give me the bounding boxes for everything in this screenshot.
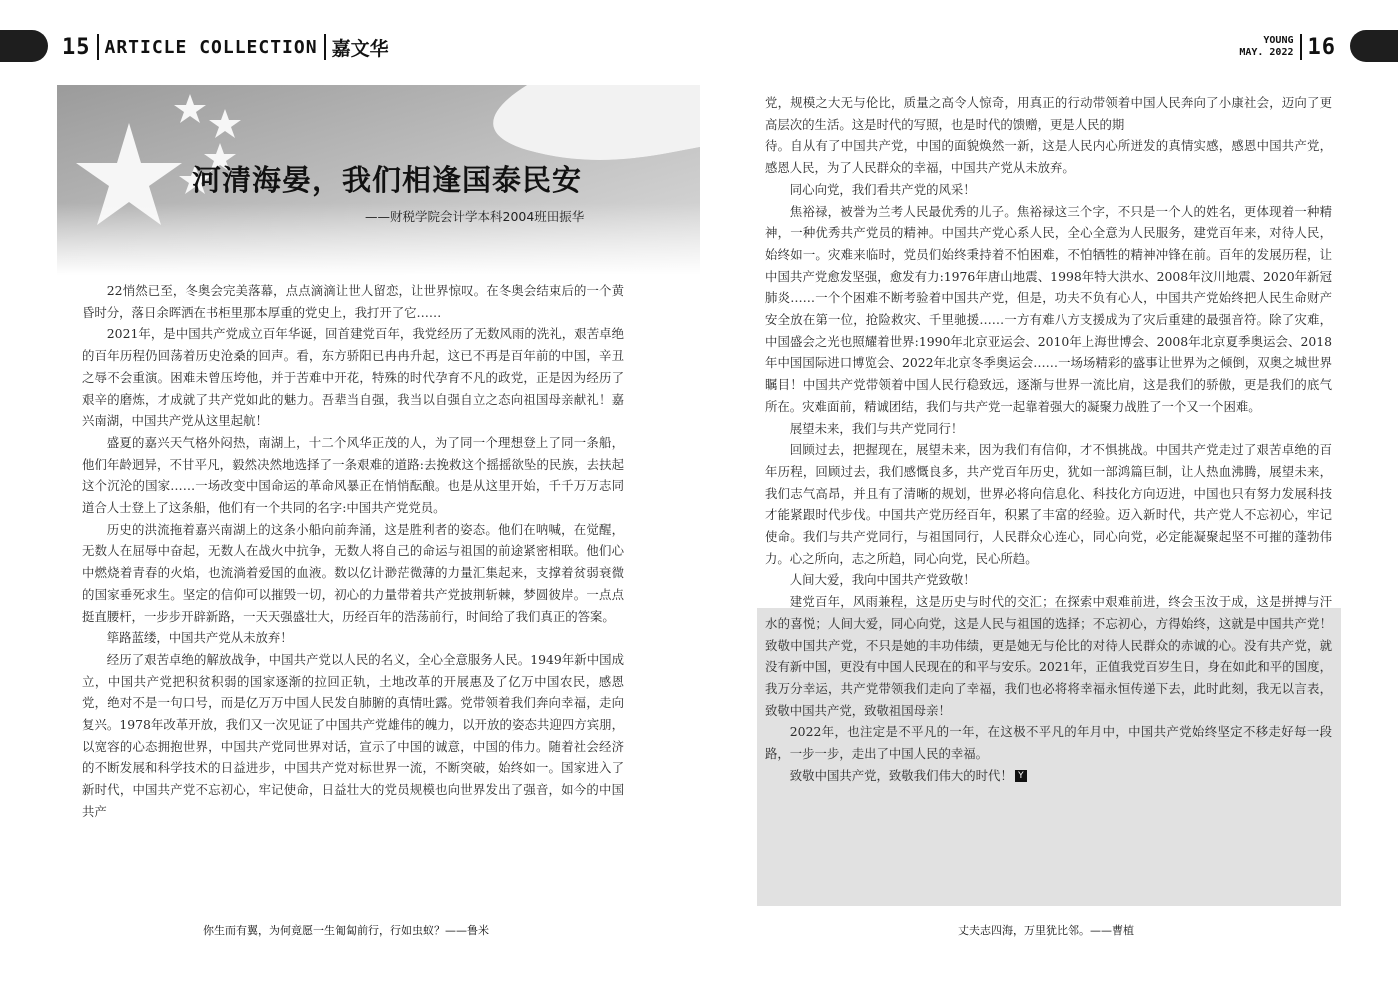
paragraph: 人间大爱，我向中国共产党致敬！ (789, 572, 976, 588)
paragraph: 筚路蓝缕，中国共产党从未放弃！ (106, 630, 293, 646)
brand-label: YOUNG (1263, 35, 1294, 46)
issue-date: MAY. 2022 (1239, 47, 1294, 58)
paragraph: 经历了艰苦卓绝的解放战争，中国共产党以人民的名义，全心全意服务人民。1949年新中国成立，中国共产党把积贫积弱的国家逐渐的拉回正轨，土地改革的开展惠及了亿万中国农民，感恩党，绝对不是一句口号，而是亿万万中国人民发自肺腑的真情吐露。党带领着我们奔向幸福，走向复兴。1978年改革开放，我们又一次见证了中国共产党雄伟的魄力，以开放的姿态共迎四方宾朋，以宽容的心态拥抱世界，中国共产党同世界对话，宣示了中国的诚意，中国的伟力。随着社会经济的不断发展和科学技术的日益进步，中国共产党对标世界一流，不断突破，始终如一。国家进入了新时代，中国共产党不忘初心，牢记使命，日益壮大的党员规模也向世界发出了强音，如今的中国共产 (82, 651, 624, 819)
paragraph: 历史的洪流拖着嘉兴南湖上的这条小船向前奔涌，这是胜利者的姿态。他们在呐喊，在觉醒，无数人在屈辱中奋起，无数人在战火中抗争，无数人将自己的命运与祖国的前途紧密相联。他们心中燃烧着青春的火焰，也流淌着爱国的血液。数以亿计渺茫微薄的力量汇集起来，支撑着贫弱衰微的国家垂死求生。坚定的信仰可以摧毁一切，初心的力量带着共产党披荆斩棘，梦圆彼岸。一点点挺直腰杆，一步步开辟新路，一天天强盛壮大，历经百年的浩荡前行，时间给了我们真正的答案。 (82, 521, 624, 624)
section-title: 嘉文华 (331, 37, 389, 60)
end-mark-icon: Y (1015, 770, 1027, 782)
paragraph: 党，规模之大无与伦比，质量之高令人惊奇，用真正的行动带领着中国人民奔向了小康社会，迈向了更高层次的生活。这是时代的写照，也是时代的馈赠，更是人民的期 (765, 95, 1332, 132)
left-page-tab (0, 30, 48, 62)
left-footer-quote: 你生而有翼，为何竟愿一生匍匐前行，行如虫蚁？——鲁米 (203, 924, 489, 937)
header-divider (97, 34, 99, 60)
right-page-header (1239, 32, 1336, 62)
paragraph: 同心向党，我们看共产党的风采！ (789, 181, 976, 197)
closing-text: 致敬中国共产党，致敬我们伟大的时代！ (789, 767, 1013, 783)
header-divider (1300, 34, 1302, 60)
paragraph: 展望未来，我们与共产党同行！ (789, 420, 964, 436)
right-footer-quote: 丈夫志四海，万里犹比邻。——曹植 (958, 924, 1134, 937)
header-divider (324, 34, 326, 60)
article-byline: ——财税学院会计学本科2004班田振华 (365, 209, 585, 224)
right-page-number: 16 (1307, 34, 1336, 60)
left-column (82, 280, 624, 823)
magazine-info (1239, 35, 1293, 59)
paragraph: 建党百年，风雨兼程，这是历史与时代的交汇；在探索中艰难前进，终会玉汝于成，这是拼搏与汗水的喜悦；人间大爱，同心向党，这是人民与祖国的选择；不忘初心，方得始终，这就是中国共产党！致敬中国共产党，不只是她的丰功伟绩，更是她无与伦比的对待人民群众的赤诚的心。没有共产党，就没有新中国，更没有中国人民现在的和平与安乐。2021年，正值我党百岁生日，身在如此和平的国度，我万分幸运，共产党带领我们走向了幸福，我们也必将将幸福永恒传递下去，此时此刻，我无以言表，致敬中国共产党，致敬祖国母亲！ (765, 594, 1332, 718)
closing-paragraph (765, 765, 1332, 787)
paragraph: 盛夏的嘉兴天气格外闷热，南湖上，十二个风华正茂的人，为了同一个理想登上了同一条船，他们年龄迥异，不甘平凡，毅然决然地选择了一条艰难的道路:去挽救这个摇摇欲坠的民族，去扶起这个沉沦的国家……一场改变中国命运的革命风暴正在悄悄酝酿。也是从这里开始，千千万万志同道合人士登上了这条船，他们有一个共同的名字:中国共产党党员。 (82, 434, 624, 516)
right-column (765, 92, 1332, 787)
left-page-number: 15 (62, 34, 91, 60)
left-page-header (62, 32, 389, 62)
right-page-tab (1350, 30, 1398, 62)
paragraph: 回顾过去，把握现在，展望未来，因为我们有信仰，才不惧挑战。中国共产党走过了艰苦卓绝的百年历程，回顾过去，我们感慨良多，共产党百年历史，犹如一部鸿篇巨制，让人热血沸腾，展望未来，我们志气高昂，并且有了清晰的规划，世界必将向信息化、科技化方向迈进，中国也只有努力发展科技才能紧跟时代步伐。中国共产党历经百年，积累了丰富的经验。迈入新时代，共产党人不忘初心，牢记使命。我们与共产党同行，与祖国同行，人民群众心连心，同心向党，必定能凝聚起坚不可摧的蓬勃伟力。心之所向，志之所趋，同心向党，民心所趋。 (765, 442, 1332, 566)
paragraph: 待。自从有了中国共产党，中国的面貌焕然一新，这是人民内心所迸发的真情实感，感恩中国共产党，感恩人民，为了人民群众的幸福，中国共产党从未放弃。 (765, 138, 1332, 176)
paragraph: 22悄然已至，冬奥会完美落幕，点点滴滴让世人留恋，让世界惊叹。在冬奥会结束后的一个黄昏时分，落日余晖洒在书柜里那本厚重的党史上，我打开了它…… (82, 283, 624, 320)
collection-title: ARTICLE COLLECTION (104, 36, 318, 58)
paragraph: 焦裕禄，被誉为兰考人民最优秀的儿子。焦裕禄这三个字，不只是一个人的姓名，更体现着一种精神，一种优秀共产党员的精神。中国共产党心系人民，全心全意为人民服务，建党百年来，对待人民，始终如一。灾难来临时，党员们始终秉持着不怕困难，不怕牺牲的精神冲锋在前。百年的发展历程，让中国共产党愈发坚强，愈发有力:1976年唐山地震、1998年特大洪水、2008年汶川地震、2020年新冠肺炎……一个个困难不断考验着中国共产党，但是，功夫不负有心人，中国共产党始终把人民生命财产安全放在第一位，抢险救灾、千里驰援……一方有难八方支援成为了灾后重建的最强音符。除了灾难，中国盛会之光也照耀着世界:1990年北京亚运会、2010年上海世博会、2008年北京夏季奥运会、2018年中国国际进口博览会、2022年北京冬季奥运会……一场场精彩的盛事让世界为之倾倒，双奥之城世界瞩目！中国共产党带领着中国人民行稳致远，逐渐与世界一流比肩，这是我们的骄傲，更是我们的底气所在。灾难面前，精诚团结，我们与共产党一起靠着强大的凝聚力战胜了一个又一个困难。 (765, 203, 1332, 414)
paragraph: 2021年，是中国共产党成立百年华诞，回首建党百年，我党经历了无数风雨的洗礼，艰苦卓绝的百年历程仍回荡着历史沧桑的回声。看，东方骄阳已冉冉升起，这已不再是百年前的中国，辛丑之辱不会重演。困难未曾压垮他，并于苦难中开花，特殊的时代孕育不凡的政党，正是因为经历了艰辛的磨炼，才成就了共产党如此的魅力。吾辈当自强，我当以自强自立之态向祖国母亲献礼！嘉兴南湖，中国共产党从这里起航！ (82, 326, 624, 429)
article-title: 河清海晏，我们相逢国泰民安 (192, 163, 583, 197)
paragraph: 2022年，也注定是不平凡的一年，在这极不平凡的年月中，中国共产党始终坚定不移走好每一段路，一步一步，走出了中国人民的幸福。 (765, 724, 1332, 762)
